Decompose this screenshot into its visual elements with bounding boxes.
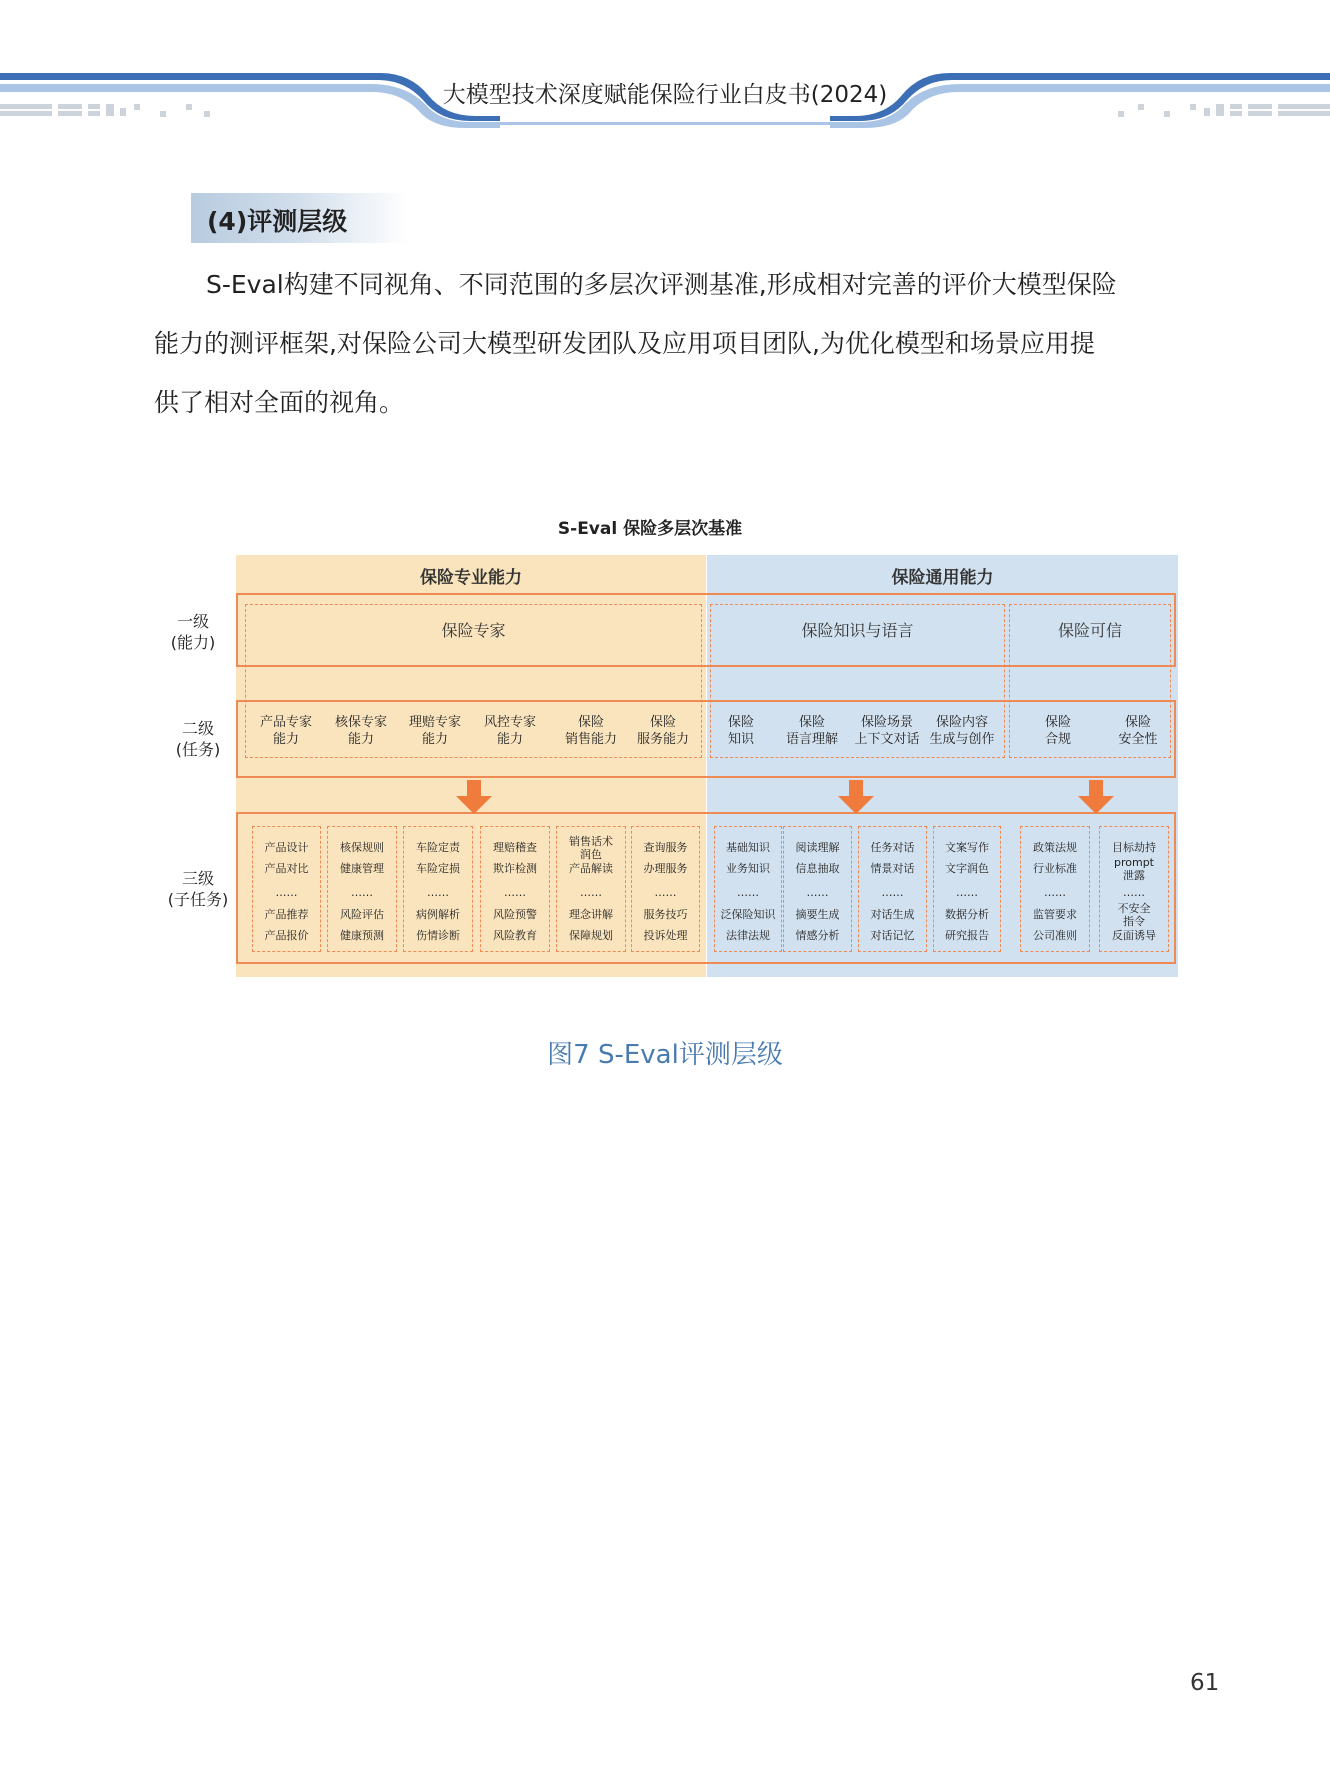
subtask-item: 保障规划 bbox=[569, 929, 613, 942]
subtask-item: 目标劫持 bbox=[1112, 841, 1156, 854]
level3-cell bbox=[631, 826, 700, 952]
figure-caption: 图7 S-Eval评测层级 bbox=[547, 1040, 783, 1070]
subtask-item: 风险预警 bbox=[493, 908, 537, 921]
subtask-item: 病例解析 bbox=[416, 908, 460, 921]
level2-item: 理赔专家 能力 bbox=[408, 715, 461, 747]
subtask-item: …… bbox=[427, 886, 449, 899]
level2-item: 保险内容 生成与创作 bbox=[929, 715, 995, 747]
subtask-item: 欺诈检测 bbox=[493, 862, 537, 875]
subtask-item: 任务对话 bbox=[870, 841, 915, 854]
level2-item: 保险 服务能力 bbox=[636, 715, 689, 747]
column-header-professional: 保险专业能力 bbox=[420, 568, 522, 588]
paragraph-line: S-Eval构建不同视角、不同范围的多层次评测基准,形成相对完善的评价大模型保险 bbox=[206, 270, 1117, 299]
subtask-item: …… bbox=[654, 886, 677, 899]
subtask-item: …… bbox=[1044, 886, 1066, 899]
subtask-item: 健康预测 bbox=[340, 929, 384, 942]
subtask-item: 信息抽取 bbox=[795, 862, 840, 875]
paragraph-line: 供了相对全面的视角。 bbox=[154, 388, 405, 417]
level3-cell bbox=[556, 826, 626, 952]
subtask-item: 不安全 指令 bbox=[1117, 902, 1151, 928]
subtask-item: 产品解读 bbox=[569, 862, 613, 875]
level2-item: 风控专家 能力 bbox=[483, 715, 536, 747]
level2-item: 保险 销售能力 bbox=[564, 715, 617, 747]
subtask-item: …… bbox=[737, 886, 759, 899]
arrow-down-icon bbox=[838, 780, 874, 814]
subtask-item: 车险定损 bbox=[416, 862, 460, 875]
subtask-item: 产品对比 bbox=[264, 862, 309, 875]
subtask-item: 泛保险知识 bbox=[720, 908, 776, 921]
subtask-item: 阅读理解 bbox=[795, 841, 840, 854]
subtask-item: 情景对话 bbox=[870, 862, 915, 875]
section-heading-text: (4)评测层级 bbox=[207, 207, 348, 236]
subtask-item: 行业标准 bbox=[1033, 862, 1077, 875]
subtask-item: 销售话术 润色 bbox=[569, 835, 613, 861]
subtask-item: …… bbox=[806, 886, 829, 899]
level1-item: 保险专家 bbox=[441, 621, 506, 640]
subtask-item: …… bbox=[881, 886, 904, 899]
level3-cell bbox=[783, 826, 852, 952]
level2-item: 保险 安全性 bbox=[1118, 715, 1158, 747]
subtask-item: 产品设计 bbox=[264, 841, 309, 854]
level3-cell bbox=[252, 826, 321, 952]
level3-cell bbox=[858, 826, 927, 952]
level3-cell bbox=[480, 826, 550, 952]
level2-item: 保险 知识 bbox=[727, 715, 754, 747]
subtask-item: 业务知识 bbox=[726, 862, 770, 875]
level1-item: 保险知识与语言 bbox=[801, 621, 914, 640]
arrow-down-icon bbox=[1078, 780, 1114, 814]
subtask-item: 对话记忆 bbox=[870, 929, 915, 942]
column-header-general: 保险通用能力 bbox=[891, 568, 994, 588]
page-number: 61 bbox=[1190, 1670, 1220, 1696]
level3-cell bbox=[327, 826, 397, 952]
subtask-item: 理赔稽查 bbox=[493, 841, 537, 854]
subtask-item: 投诉处理 bbox=[643, 929, 688, 942]
subtask-item: 服务技巧 bbox=[643, 908, 688, 921]
subtask-item: 公司准则 bbox=[1033, 929, 1077, 942]
subtask-item: …… bbox=[580, 886, 602, 899]
subtask-item: 产品推荐 bbox=[264, 908, 309, 921]
paragraph-line: 能力的测评框架,对保险公司大模型研发团队及应用项目团队,为优化模型和场景应用提 bbox=[154, 329, 1095, 358]
subtask-item: 法律法规 bbox=[726, 929, 770, 942]
subtask-item: 办理服务 bbox=[643, 862, 688, 875]
subtask-item: 查询服务 bbox=[643, 841, 688, 854]
level2-item: 保险场景 上下文对话 bbox=[854, 715, 920, 747]
subtask-item: prompt 泄露 bbox=[1113, 856, 1154, 882]
header-title: 大模型技术深度赋能保险行业白皮书(2024) bbox=[442, 82, 888, 108]
subtask-item: 风险教育 bbox=[493, 929, 537, 942]
subtask-item: 文字润色 bbox=[945, 862, 989, 875]
level3-cell bbox=[1099, 826, 1169, 952]
subtask-item: …… bbox=[275, 886, 298, 899]
subtask-item: …… bbox=[351, 886, 373, 899]
subtask-item: 反面诱导 bbox=[1112, 929, 1156, 942]
level3-cell bbox=[1020, 826, 1090, 952]
level3-cell bbox=[714, 826, 782, 952]
level3-cell bbox=[403, 826, 473, 952]
arrow-down-icon bbox=[456, 780, 492, 814]
level3-cell bbox=[933, 826, 1001, 952]
level2-item: 产品专家 能力 bbox=[259, 715, 312, 747]
level2-item: 核保专家 能力 bbox=[334, 715, 387, 747]
level3-label: 三级 (子任务) bbox=[167, 869, 229, 909]
level2-label: 二级 (任务) bbox=[175, 719, 221, 759]
subtask-item: 研究报告 bbox=[945, 929, 989, 942]
subtask-item: 数据分析 bbox=[945, 908, 989, 921]
level1-item: 保险可信 bbox=[1057, 621, 1122, 640]
subtask-item: 核保规则 bbox=[340, 841, 384, 854]
subtask-item: 监管要求 bbox=[1033, 908, 1077, 921]
subtask-item: …… bbox=[504, 886, 526, 899]
subtask-item: 车险定责 bbox=[416, 841, 460, 854]
subtask-item: 产品报价 bbox=[264, 929, 309, 942]
subtask-item: …… bbox=[956, 886, 978, 899]
figure-title: S-Eval 保险多层次基准 bbox=[557, 519, 743, 539]
subtask-item: 政策法规 bbox=[1033, 841, 1077, 854]
subtask-item: 风险评估 bbox=[340, 908, 384, 921]
subtask-item: 对话生成 bbox=[870, 908, 915, 921]
subtask-item: 基础知识 bbox=[726, 841, 770, 854]
subtask-item: 摘要生成 bbox=[795, 908, 840, 921]
subtask-item: 情感分析 bbox=[795, 929, 840, 942]
level2-item: 保险 合规 bbox=[1044, 715, 1071, 747]
level1-label: 一级 (能力) bbox=[170, 612, 216, 652]
subtask-item: 理念讲解 bbox=[569, 908, 613, 921]
subtask-item: 伤情诊断 bbox=[416, 929, 460, 942]
subtask-item: 文案写作 bbox=[945, 841, 989, 854]
subtask-item: …… bbox=[1123, 886, 1145, 899]
subtask-item: 健康管理 bbox=[340, 862, 384, 875]
level2-item: 保险 语言理解 bbox=[785, 715, 838, 747]
